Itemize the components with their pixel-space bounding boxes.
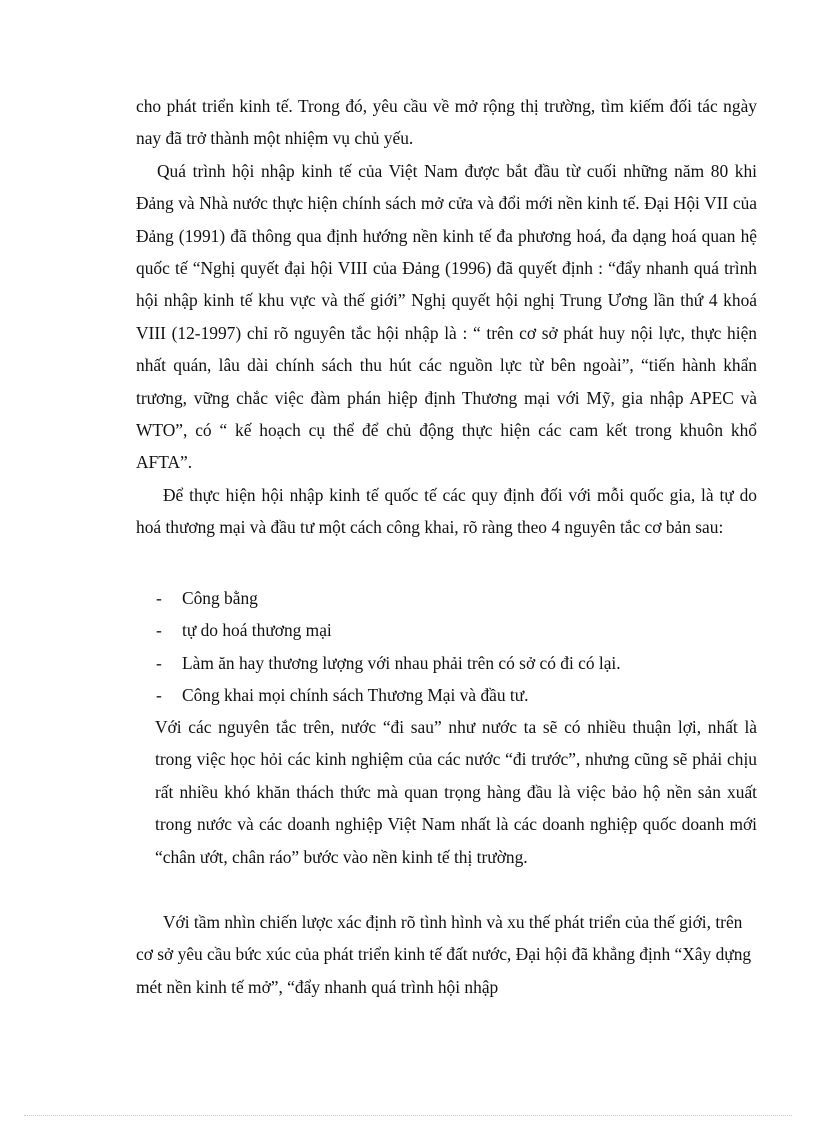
list-item-text: Làm ăn hay thương lượng với nhau phải trên có sở có đi có lại. [182, 652, 621, 673]
list-item [136, 679, 757, 711]
bullet-dash: - [156, 652, 162, 673]
principles-list [136, 582, 757, 712]
list-item [136, 614, 757, 646]
page-bottom-divider [24, 1115, 792, 1116]
list-item-text: Công bằng [182, 588, 258, 608]
list-item-text: tự do hoá thương mại [182, 620, 332, 641]
bullet-dash: - [156, 685, 162, 706]
paragraph-2: Quá trình hội nhập kinh tế của Việt Nam được bắt đầu từ cuối những năm 80 khi Đảng và Nhà nước thực hiện chính sách mở cửa và đổi mới nền kinh tế. Đại Hội VII của Đảng (1991) đã thông qua định hướng nền kinh tế đa phương hoá, đa dạng hoá quan hệ quốc tế “Nghị quyết đại hội VIII của Đảng (1996) đã quyết định : “đẩy nhanh quá trình hội nhập kinh tế khu vực và thế giới” Nghị quyết hội nghị Trung Ương lần thứ 4 khoá VIII (12-1997) chỉ rõ nguyên tắc hội nhập là : “ trên cơ sở phát huy nội lực, thực hiện nhất quán, lâu dài chính sách thu hút các nguồn lực từ bên ngoài”, “tiến hành khẩn trương, vững chắc việc đàm phán hiệp định Thương mại với Mỹ, gia nhập APEC và WTO”, có “ kế hoạch cụ thể để chủ động thực hiện các cam kết trong khuôn khổ AFTA”. [136, 160, 757, 473]
paragraph-5: Với tầm nhìn chiến lược xác định rõ tình hình và xu thế phát triển của thế giới, trên cơ sở yêu cầu bức xúc của phát triển kinh tế đất nước, Đại hội đã khẳng định “Xây dựng mét nền kinh tế mở”, “đẩy nhanh quá trình hội nhập [136, 912, 752, 997]
paragraph-1: cho phát triển kinh tế. Trong đó, yêu cầu về mở rộng thị trường, tìm kiếm đối tác ngày nay đã trở thành một nhiệm vụ chủ yếu. [136, 96, 757, 149]
principles-list-block [136, 582, 757, 712]
list-item [136, 647, 757, 679]
strategy-block [136, 906, 757, 1003]
list-item-text: Công khai mọi chính sách Thương Mại và đầu tư. [182, 685, 529, 706]
analysis-block [155, 711, 757, 873]
list-item [136, 582, 757, 614]
bullet-dash: - [156, 620, 162, 641]
paragraph-3: Để thực hiện hội nhập kinh tế quốc tế các quy định đối với mỗi quốc gia, là tự do hoá thương mại và đầu tư một cách công khai, rõ ràng theo 4 nguyên tắc cơ bản sau: [136, 484, 757, 538]
paragraph-4: Với các nguyên tắc trên, nước “đi sau” như nước ta sẽ có nhiều thuận lợi, nhất là trong việc học hỏi các kinh nghiệm của các nước “đi trước”, nhưng cũng sẽ phải chịu rất nhiều khó khăn thách thức mà quan trọng hàng đầu là việc bảo hộ nền sản xuất trong nước và các doanh nghiệp Việt Nam nhất là các doanh nghiệp quốc doanh mới “chân ướt, chân ráo” bước vào nền kinh tế thị trường. [155, 717, 757, 867]
paragraph-continuation-block [136, 90, 757, 544]
bullet-dash: - [156, 588, 162, 608]
